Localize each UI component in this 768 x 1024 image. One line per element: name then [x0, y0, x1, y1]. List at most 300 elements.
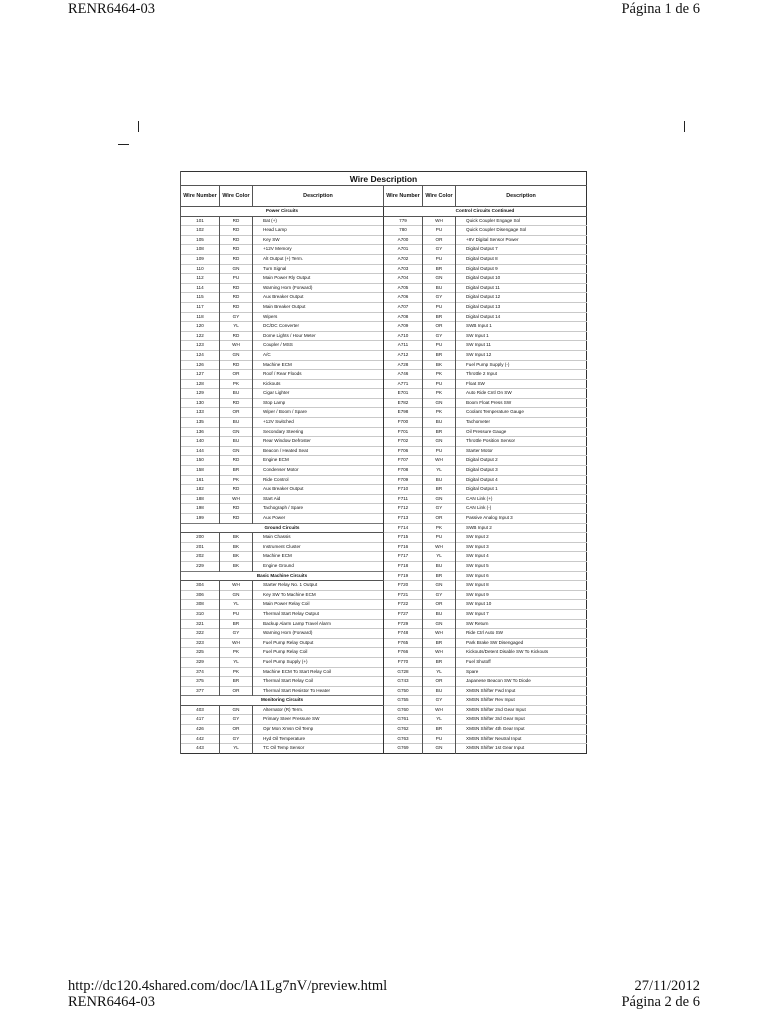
wire-number: 150 [181, 456, 220, 466]
wire-color: BU [220, 437, 253, 447]
footer-doc-id: RENR6464-03 [68, 994, 155, 1010]
wire-description: A/C [253, 350, 384, 360]
wire-color: OR [423, 600, 456, 610]
wire-description: Digital Output 8 [456, 254, 587, 264]
wire-color: GN [423, 274, 456, 284]
wire-color: RD [220, 302, 253, 312]
wire-color: PU [220, 609, 253, 619]
wire-color: YL [220, 744, 253, 754]
wire-description: Cigar Lighter [253, 389, 384, 399]
wire-description: Main Breaker Output [253, 302, 384, 312]
wire-number: 780 [384, 226, 423, 236]
wire-color: YL [423, 552, 456, 562]
wire-description: Digital Output 14 [456, 312, 587, 322]
wire-color: RD [220, 293, 253, 303]
wire-color: BU [423, 686, 456, 696]
wire-color: WH [423, 216, 456, 226]
wire-color: PK [423, 408, 456, 418]
table-row [181, 274, 587, 284]
footer-page-number: Página 2 de 6 [621, 994, 700, 1010]
wire-description: Opr Mon Xmsn Oil Temp [253, 725, 384, 735]
wire-number: 105 [181, 235, 220, 245]
table-row [181, 370, 587, 380]
wire-color: GN [423, 619, 456, 629]
table-row [181, 302, 587, 312]
wire-number: A702 [384, 254, 423, 264]
wire-number: F707 [384, 456, 423, 466]
wire-color: YL [423, 667, 456, 677]
table-row [181, 533, 587, 543]
wire-color: GY [423, 696, 456, 706]
wire-color: RD [220, 504, 253, 514]
wire-description: Stop Lamp [253, 398, 384, 408]
table-row [181, 254, 587, 264]
wire-color: RD [220, 485, 253, 495]
wire-number: A700 [384, 235, 423, 245]
wire-description: XMSN Shifter Rev Input [456, 696, 587, 706]
wire-description: XMSN Shifter 3rd Gear Input [456, 715, 587, 725]
table-row [181, 360, 587, 370]
wire-color: BR [423, 427, 456, 437]
table-row [181, 207, 587, 217]
wire-description: Starter Motor [456, 446, 587, 456]
wire-color: BR [423, 657, 456, 667]
wire-color: BK [220, 533, 253, 543]
table-row [181, 494, 587, 504]
wire-description: Alternator (R) Term. [253, 705, 384, 715]
wire-color: WH [423, 542, 456, 552]
wire-description: +12V Memory [253, 245, 384, 255]
wire-description: Key SW [253, 235, 384, 245]
wire-description: XMSN Shifter 2nd Gear Input [456, 705, 587, 715]
wire-color: GN [220, 590, 253, 600]
wire-number: 375 [181, 677, 220, 687]
wire-color: RD [220, 514, 253, 524]
header-wire-color-left: Wire Color [220, 186, 253, 207]
wire-number: G769 [384, 744, 423, 754]
wire-color: BR [423, 485, 456, 495]
table-row [181, 418, 587, 428]
wire-number: A771 [384, 379, 423, 389]
wire-color: GN [220, 446, 253, 456]
wire-color: GN [220, 264, 253, 274]
table-row [181, 571, 587, 581]
wire-description: Thermal Start Relay Coil [253, 677, 384, 687]
wire-number: F720 [384, 581, 423, 591]
wire-description: SW Input 1 [456, 331, 587, 341]
wire-color: PK [423, 523, 456, 533]
wire-color: BU [423, 561, 456, 571]
wire-description: Spare [456, 667, 587, 677]
wire-number: 304 [181, 581, 220, 591]
wire-description: Bat (+) [253, 216, 384, 226]
header-page-number: Página 1 de 6 [621, 1, 700, 17]
table-row [181, 581, 587, 591]
wire-color: BR [220, 619, 253, 629]
wire-description: Aux Breaker Output [253, 293, 384, 303]
wire-color: PK [423, 370, 456, 380]
wire-description: Starter Relay No. 1 Output [253, 581, 384, 591]
wire-color: RD [220, 283, 253, 293]
wire-number: G763 [384, 734, 423, 744]
wire-color: RD [220, 226, 253, 236]
wire-description: XMSN Shifter Neutral Input [456, 734, 587, 744]
table-row [181, 389, 587, 399]
header-wire-color-right: Wire Color [423, 186, 456, 207]
wire-color: RD [220, 254, 253, 264]
wire-number: 136 [181, 427, 220, 437]
wire-color: GN [423, 437, 456, 447]
wire-number: 122 [181, 331, 220, 341]
wire-description: SW Input 3 [456, 542, 587, 552]
wire-color: BU [220, 389, 253, 399]
wire-color: BR [423, 264, 456, 274]
wire-color: OR [220, 725, 253, 735]
table-row [181, 744, 587, 754]
wire-color: PK [423, 389, 456, 399]
table-row [181, 341, 587, 351]
wire-description-table [180, 171, 587, 754]
margin-mark-right [684, 121, 685, 132]
wire-color: GY [423, 504, 456, 514]
wire-color: RD [220, 245, 253, 255]
wire-number: F711 [384, 494, 423, 504]
wire-description: Warning Horn (Forward) [253, 283, 384, 293]
table-row [181, 264, 587, 274]
wire-number: F702 [384, 437, 423, 447]
table-row [181, 514, 587, 524]
wire-description: Digital Output 7 [456, 245, 587, 255]
wire-color: GY [423, 293, 456, 303]
wire-color: GY [423, 331, 456, 341]
wire-description: SW Input 10 [456, 600, 587, 610]
wire-number: 123 [181, 341, 220, 351]
wire-color: GY [220, 312, 253, 322]
table-row [181, 590, 587, 600]
wire-number: 110 [181, 264, 220, 274]
wire-color: BK [220, 561, 253, 571]
wire-number: 126 [181, 360, 220, 370]
wire-description: SW Input 7 [456, 609, 587, 619]
wire-number: 117 [181, 302, 220, 312]
wire-color: OR [423, 514, 456, 524]
wire-number: 201 [181, 542, 220, 552]
wire-description: SW Input 9 [456, 590, 587, 600]
wire-description: XMSN Shifter 1st Gear Input [456, 744, 587, 754]
section-title: Monitoring Circuits [181, 696, 384, 706]
wire-description: SW Return [456, 619, 587, 629]
wire-number: A708 [384, 312, 423, 322]
wire-description: Fuel Pump Supply (-) [456, 360, 587, 370]
wire-description: Tachometer [456, 418, 587, 428]
table-row [181, 686, 587, 696]
wire-color: BU [220, 418, 253, 428]
wire-number: F765 [384, 638, 423, 648]
wire-description: Oil Pressure Gauge [456, 427, 587, 437]
wire-description: +12V Switched [253, 418, 384, 428]
wire-number: 329 [181, 657, 220, 667]
wire-number: 306 [181, 590, 220, 600]
wire-color: WH [220, 638, 253, 648]
wire-color: BK [220, 542, 253, 552]
footer-date: 27/11/2012 [634, 978, 700, 994]
table-row [181, 485, 587, 495]
wire-description: Machine ECM [253, 360, 384, 370]
wire-description: Thermal Start Resistor To Heater [253, 686, 384, 696]
wire-color: BK [220, 552, 253, 562]
wire-number: 144 [181, 446, 220, 456]
wire-number: A710 [384, 331, 423, 341]
wire-color: PU [423, 302, 456, 312]
wire-number: 188 [181, 494, 220, 504]
wire-color: RD [220, 331, 253, 341]
wire-description: TC Oil Temp Sensor [253, 744, 384, 754]
wire-number: F727 [384, 609, 423, 619]
wire-color: BU [423, 283, 456, 293]
wire-color: GY [423, 245, 456, 255]
wire-color: BU [423, 475, 456, 485]
wire-number: 112 [181, 274, 220, 284]
wire-description: Ride Ctrl Auto SW [456, 629, 587, 639]
wire-description: SWB Input 2 [456, 523, 587, 533]
table-row [181, 466, 587, 476]
wire-description: Machine ECM To Start Relay Coil [253, 667, 384, 677]
margin-mark-left [138, 121, 139, 132]
wire-description: Warning Horn (Forward) [253, 629, 384, 639]
wire-description: Park Brake SW Disengaged [456, 638, 587, 648]
wire-description: Auto Ride Cntl On SW [456, 389, 587, 399]
wire-description: Kickouts/Detent Disable SW To Kickouts [456, 648, 587, 658]
wire-number: 124 [181, 350, 220, 360]
wire-description: Secondary Steering [253, 427, 384, 437]
wire-description: SW Input 4 [456, 552, 587, 562]
wire-description: Passive Analog Input 3 [456, 514, 587, 524]
wire-number: A711 [384, 341, 423, 351]
wire-color: YL [220, 322, 253, 332]
wire-number: 158 [181, 466, 220, 476]
table-row [181, 561, 587, 571]
table-row [181, 667, 587, 677]
wire-number: 127 [181, 370, 220, 380]
wire-color: BR [220, 677, 253, 687]
wire-description: Thermal Start Relay Output [253, 609, 384, 619]
table-title: Wire Description [181, 172, 587, 186]
wire-color: PK [220, 379, 253, 389]
wire-number: G762 [384, 725, 423, 735]
wire-description: SW Input 2 [456, 533, 587, 543]
wire-number: 109 [181, 254, 220, 264]
wire-description: Engine ECM [253, 456, 384, 466]
wire-number: E701 [384, 389, 423, 399]
wire-description: Hyd Oil Temperature [253, 734, 384, 744]
wire-number: F729 [384, 619, 423, 629]
wire-color: BR [423, 571, 456, 581]
wire-color: RD [220, 235, 253, 245]
table-row [181, 734, 587, 744]
wire-description: Turn Signal [253, 264, 384, 274]
wire-description: Instrument Cluster [253, 542, 384, 552]
wire-number: F700 [384, 418, 423, 428]
wire-description: Aux Power [253, 514, 384, 524]
wire-description: Digital Output 9 [456, 264, 587, 274]
wire-color: OR [220, 370, 253, 380]
wire-number: F701 [384, 427, 423, 437]
table-row [181, 398, 587, 408]
wire-description: Quick Coupler Disengage Sol [456, 226, 587, 236]
wire-color: GN [220, 350, 253, 360]
table-row [181, 437, 587, 447]
wire-number: 200 [181, 533, 220, 543]
wire-number: A701 [384, 245, 423, 255]
wire-color: PU [423, 226, 456, 236]
wire-number: 130 [181, 398, 220, 408]
wire-color: PU [423, 341, 456, 351]
table-row [181, 657, 587, 667]
wire-description: Throttle 2 Input [456, 370, 587, 380]
wire-description: Primary Steer Pressure SW [253, 715, 384, 725]
wire-color: PK [220, 648, 253, 658]
table-row [181, 677, 587, 687]
table-row [181, 216, 587, 226]
header-doc-id: RENR6464-03 [68, 1, 155, 17]
wire-number: 377 [181, 686, 220, 696]
wire-description: Digital Output 10 [456, 274, 587, 284]
wire-description: Quick Coupler Engage Sol [456, 216, 587, 226]
wire-description: Ride Control [253, 475, 384, 485]
wire-color: PU [423, 446, 456, 456]
section-title: Power Circuits [181, 207, 384, 217]
wire-number: A707 [384, 302, 423, 312]
wire-number: 129 [181, 389, 220, 399]
wire-color: BK [423, 360, 456, 370]
wire-color: OR [220, 686, 253, 696]
wire-description: XMSN Shifter 4th Gear Input [456, 725, 587, 735]
table-row [181, 542, 587, 552]
wire-number: A709 [384, 322, 423, 332]
wire-description: Main Chassis [253, 533, 384, 543]
header-description-right: Description [456, 186, 587, 207]
wire-color: PK [220, 667, 253, 677]
wire-description: Alt Output (+) Term. [253, 254, 384, 264]
wire-description: SW Input 8 [456, 581, 587, 591]
table-row [181, 696, 587, 706]
wire-description: Digital Output 3 [456, 466, 587, 476]
wire-color: PU [423, 734, 456, 744]
wire-description: Fuel Pump Supply (+) [253, 657, 384, 667]
wire-description: Japanese Beacon SW To Diode [456, 677, 587, 687]
wire-description: Digital Output 11 [456, 283, 587, 293]
wire-number: 133 [181, 408, 220, 418]
wire-number: 323 [181, 638, 220, 648]
wire-number: A703 [384, 264, 423, 274]
wire-color: YL [220, 600, 253, 610]
table-row [181, 245, 587, 255]
table-row [181, 322, 587, 332]
wire-color: OR [423, 322, 456, 332]
wire-color: WH [220, 341, 253, 351]
table-row [181, 350, 587, 360]
wire-color: GN [423, 398, 456, 408]
section-title: Control Circuits Continued [384, 207, 587, 217]
wire-number: 426 [181, 725, 220, 735]
wire-color: WH [423, 456, 456, 466]
table-row [181, 523, 587, 533]
table-row [181, 456, 587, 466]
table-row [181, 427, 587, 437]
table-row [181, 715, 587, 725]
wire-color: GY [220, 715, 253, 725]
wire-description: SW Input 6 [456, 571, 587, 581]
wire-number: A704 [384, 274, 423, 284]
wire-description: Start Aid [253, 494, 384, 504]
wire-number: 308 [181, 600, 220, 610]
wire-color: GY [220, 629, 253, 639]
wire-description: Head Lamp [253, 226, 384, 236]
wire-number: F709 [384, 475, 423, 485]
wire-number: G750 [384, 686, 423, 696]
wire-number: 321 [181, 619, 220, 629]
wire-number: F717 [384, 552, 423, 562]
wire-color: PU [423, 533, 456, 543]
section-title: Basic Machine Circuits [181, 571, 384, 581]
wire-number: A712 [384, 350, 423, 360]
wire-number: 161 [181, 475, 220, 485]
wire-color: GN [220, 427, 253, 437]
header-wire-number-left: Wire Number [181, 186, 220, 207]
wire-number: E798 [384, 408, 423, 418]
wire-number: 199 [181, 514, 220, 524]
wire-number: A706 [384, 293, 423, 303]
wire-number: 198 [181, 504, 220, 514]
wire-number: 442 [181, 734, 220, 744]
wire-color: BU [423, 418, 456, 428]
wire-color: RD [220, 456, 253, 466]
wire-color: GN [220, 705, 253, 715]
wire-number: F715 [384, 533, 423, 543]
wire-number: A705 [384, 283, 423, 293]
wire-description: Boom Float Press SW [456, 398, 587, 408]
wire-color: OR [423, 677, 456, 687]
table-row [181, 648, 587, 658]
wire-description: Machine ECM [253, 552, 384, 562]
wire-description: Wiper / Boom / Spare [253, 408, 384, 418]
wire-number: 374 [181, 667, 220, 677]
wire-number: A746 [384, 370, 423, 380]
table-row [181, 619, 587, 629]
wire-description: Main Power Rly Output [253, 274, 384, 284]
table-row [181, 408, 587, 418]
header-description-left: Description [253, 186, 384, 207]
wire-number: G728 [384, 667, 423, 677]
wire-number: F721 [384, 590, 423, 600]
wire-color: PU [423, 254, 456, 264]
wire-description: SW Input 11 [456, 341, 587, 351]
wire-color: BR [423, 312, 456, 322]
table-row [181, 293, 587, 303]
wire-description: Float SW [456, 379, 587, 389]
wire-color: WH [220, 494, 253, 504]
wire-color: RD [220, 216, 253, 226]
wire-color: RD [220, 360, 253, 370]
wire-number: 101 [181, 216, 220, 226]
wire-color: WH [423, 705, 456, 715]
wire-color: GY [220, 734, 253, 744]
wire-description: SW Input 5 [456, 561, 587, 571]
wire-number: G755 [384, 696, 423, 706]
wire-number: 135 [181, 418, 220, 428]
wire-number: F766 [384, 648, 423, 658]
wire-description: Engine Ground [253, 561, 384, 571]
